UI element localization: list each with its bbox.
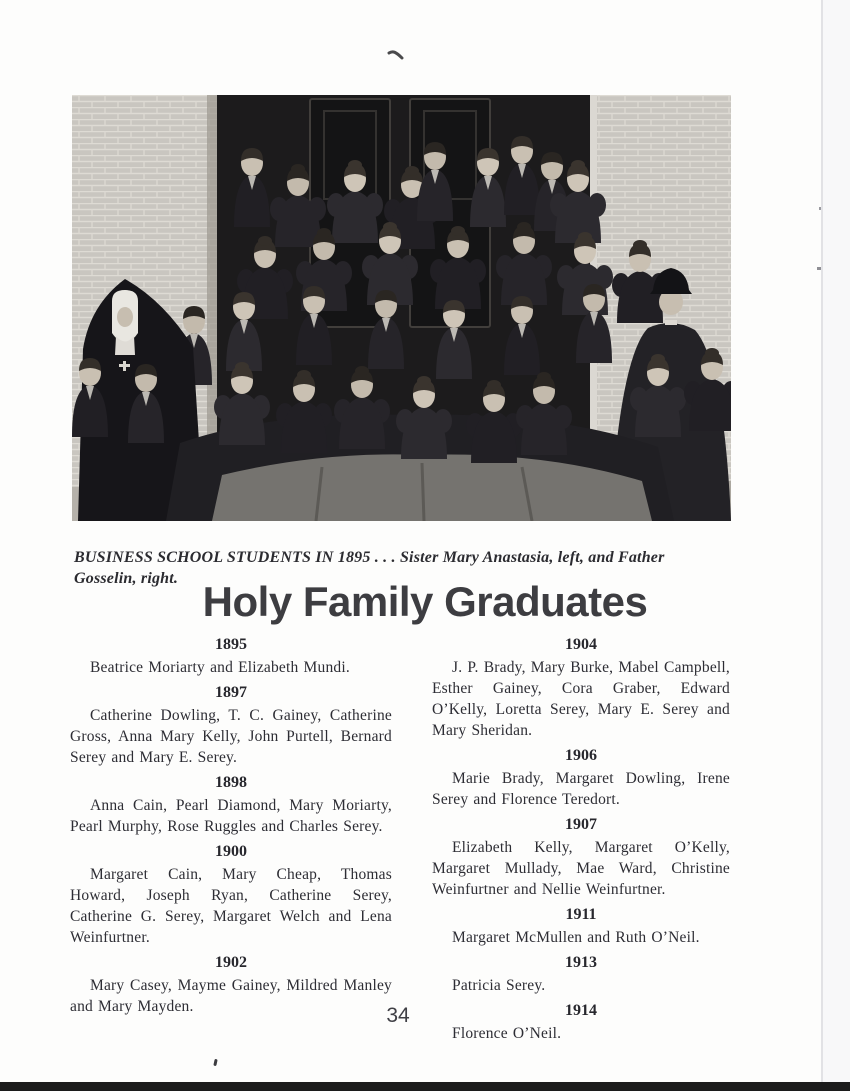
caption-rest: Sister Mary Anastasia, left, and Father Gosselin, right. bbox=[74, 549, 665, 587]
graduate-entry bbox=[70, 774, 392, 837]
graduate-entry bbox=[70, 843, 392, 948]
year-heading: 1898 bbox=[215, 774, 247, 791]
page-edge-strip bbox=[823, 0, 850, 1091]
photo-scene bbox=[72, 95, 731, 521]
year-heading: 1911 bbox=[565, 906, 597, 923]
year-heading: 1907 bbox=[565, 816, 597, 833]
names-paragraph: Catherine Dowling, T. C. Gainey, Catherine Gross, Anna Mary Kelly, John Purtell, Bernard Serey and Mary E. Serey. bbox=[70, 707, 392, 766]
year-heading: 1913 bbox=[565, 954, 597, 971]
graduate-entry bbox=[70, 684, 392, 768]
names-paragraph: Elizabeth Kelly, Margaret O’Kelly, Margaret Mullady, Mae Ward, Christine Weinfurtner and Nellie Weinfurtner. bbox=[432, 839, 730, 898]
year-heading: 1906 bbox=[565, 747, 597, 764]
names-paragraph: Patricia Serey. bbox=[452, 977, 546, 994]
year-heading: 1897 bbox=[215, 684, 247, 701]
page-edge-line bbox=[821, 0, 823, 1091]
group-photograph bbox=[72, 95, 731, 521]
page-title: Holy Family Graduates bbox=[202, 578, 648, 625]
caption-separator: . . . bbox=[370, 549, 400, 566]
year-heading: 1900 bbox=[215, 843, 247, 860]
names-paragraph: Florence O’Neil. bbox=[452, 1025, 562, 1042]
names-paragraph: Mary Casey, Mayme Gainey, Mildred Manley and Mary Mayden. bbox=[70, 977, 392, 1015]
graduate-entry bbox=[432, 1002, 730, 1044]
names-paragraph: Margaret Cain, Mary Cheap, Thomas Howard, Joseph Ryan, Catherine Serey, Catherine G. Serey, Margaret Welch and Lena Weinfurtner. bbox=[70, 866, 392, 946]
year-heading: 1902 bbox=[215, 954, 247, 971]
graduate-entry bbox=[70, 636, 392, 678]
year-heading: 1914 bbox=[565, 1002, 597, 1019]
names-paragraph: Marie Brady, Margaret Dowling, Irene Serey and Florence Teredort. bbox=[432, 770, 730, 808]
caption-lead: BUSINESS SCHOOL STUDENTS IN 1895 bbox=[74, 549, 371, 566]
names-paragraph: J. P. Brady, Mary Burke, Mabel Campbell, Esther Gainey, Cora Graber, Edward O’Kelly, Loretta Serey, Mary E. Serey and Mary Sheridan. bbox=[432, 659, 730, 739]
graduate-entry bbox=[70, 954, 392, 1017]
names-paragraph: Beatrice Moriarty and Elizabeth Mundi. bbox=[90, 659, 350, 676]
graduate-entry bbox=[432, 906, 730, 948]
graduates-column-right bbox=[432, 630, 730, 1044]
graduates-column-left bbox=[70, 630, 392, 1017]
names-paragraph: Anna Cain, Pearl Diamond, Mary Moriarty, Pearl Murphy, Rose Ruggles and Charles Serey. bbox=[70, 797, 392, 835]
graduate-entry bbox=[432, 816, 730, 900]
ink-speck bbox=[213, 1059, 217, 1066]
year-heading: 1904 bbox=[565, 636, 597, 653]
scan-bottom-band bbox=[0, 1082, 850, 1091]
year-heading: 1895 bbox=[215, 636, 247, 653]
names-paragraph: Margaret McMullen and Ruth O’Neil. bbox=[452, 929, 700, 946]
graduate-entry bbox=[432, 954, 730, 996]
graduate-entry bbox=[432, 747, 730, 810]
graduate-entry bbox=[432, 636, 730, 741]
page-number: 34 bbox=[386, 1004, 410, 1027]
pen-mark bbox=[387, 49, 405, 61]
